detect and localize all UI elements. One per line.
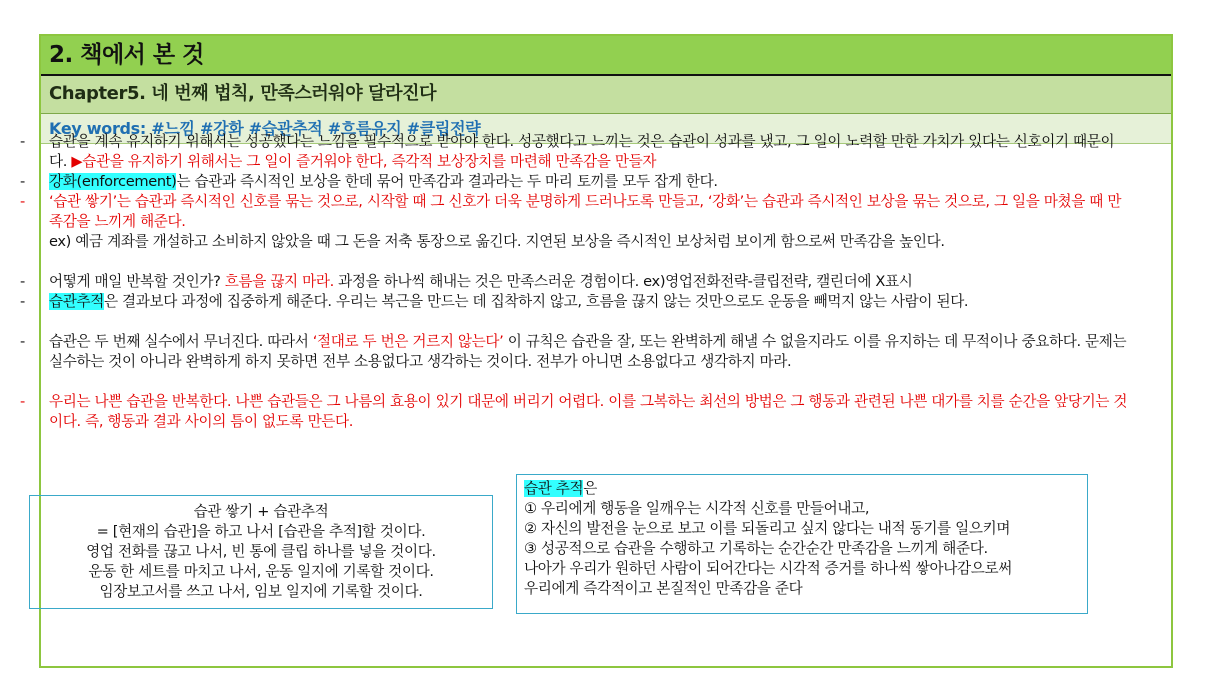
box-title-rest: 은 [583,480,598,497]
bullet-dash: - [20,173,25,190]
note-example [20,232,1130,252]
keywords: Key words: #느낌 #강화 #습관추적 #흐름유지 #클립전략 [41,114,1171,144]
habit-tracking-box [516,474,1088,614]
note-text: 습관을 계속 유지하기 위해서는 성공했다는 느낌을 필수적으로 받아야 한다. 성공했다고 느끼는 것은 습관이 성과를 냈고, 그 일이 노력할 만한 가치가 있다는 신호이기 때문이다. [49,133,1115,170]
note-item [20,272,1130,292]
note-item [20,172,1130,192]
note-item [20,292,1130,312]
bullet-dash: - [20,293,25,310]
highlight-term: 습관 추적 [524,480,584,497]
box-line: ② 자신의 발전을 눈으로 보고 이를 되돌리고 싶지 않다는 내적 동기를 일으키며 [524,520,1011,537]
box-line: 습관 쌓기 + 습관추적 [193,503,329,520]
note-text: 는 습관과 즉시적인 보상을 한데 묶어 만족감과 결과라는 두 마리 토끼를 모두 잡게 한다. [176,173,718,190]
note-emphasis: 흐름을 끊지 마라. [224,273,334,290]
example-text: ex) 예금 계좌를 개설하고 소비하지 않았을 때 그 돈을 저축 통장으로 옮긴다. 지연된 보상을 즉시적인 보상처럼 보이게 함으로써 만족감을 높인다. [49,233,945,250]
note-item [20,192,1130,232]
note-text: 습관은 두 번째 실수에서 무너진다. 따라서 [49,333,313,350]
highlight-term: 습관추적 [49,293,104,310]
chapter-title: Chapter5. 네 번째 법칙, 만족스러워야 달라진다 [41,76,1171,114]
box-line: ① 우리에게 행동을 일깨우는 시각적 신호를 만들어내고, [524,500,870,517]
note-text: 은 결과보다 과정에 집중하게 해준다. 우리는 복근을 만드는 데 집착하지 않고, 흐름을 끊지 않는 것만으로도 운동을 빼먹지 않는 사람이 된다. [104,293,969,310]
box-line: = [현재의 습관]을 하고 나서 [습관을 추적]할 것이다. [96,523,426,540]
bullet-dash: - [20,273,25,290]
highlight-term: 강화(enforcement) [49,173,177,190]
box-line: 영업 전화를 끊고 나서, 빈 통에 클립 하나를 넣을 것이다. [86,543,436,560]
box-line: 임장보고서를 쓰고 나서, 임보 일지에 기록할 것이다. [99,583,423,600]
note-item [20,332,1130,372]
note-item [20,392,1130,432]
box-title [524,479,1087,499]
box-line: 운동 한 세트를 마치고 나서, 운동 일지에 기록할 것이다. [88,563,434,580]
bullet-dash: - [20,333,25,350]
note-item [20,132,1130,172]
note-emphasis: ‘절대로 두 번은 거르지 않는다’ [312,333,504,350]
bullet-dash: - [20,393,25,410]
note-text: 이 규칙은 습관을 잘, 또는 완벽하게 해낼 수 없을지라도 이를 유지하는 데 무적이나 중요하다. 문제는 실수하는 것이 아니라 완벽하게 하지 못하면 전부 소용없다고 생각하는 것이다. 전부가 아니면 소용없다고 생각하지 마라. [49,333,1127,370]
note-emphasis: ‘습관 쌓기’는 습관과 즉시적인 신호를 묶는 것으로, 시작할 때 그 신호가 더욱 분명하게 드러나도록 만들고, ‘강화’는 습관과 즉시적인 보상을 묶는 것으로, 그 일을 마쳤을 때 만족감을 느끼게 해준다. [49,193,1122,230]
box-line: 우리에게 즉각적이고 본질적인 만족감을 준다 [524,580,803,597]
bullet-dash: - [20,193,25,210]
section-title: 2. 책에서 본 것 [41,36,1171,76]
box-line: ③ 성공적으로 습관을 수행하고 기록하는 순간순간 만족감을 느끼게 해준다. [524,540,988,557]
note-emphasis: 우리는 나쁜 습관을 반복한다. 나쁜 습관들은 그 나름의 효용이 있기 대문에 버리기 어렵다. 이를 그복하는 최선의 방법은 그 행동과 관련된 나쁜 대가를 치를 순간을 앞당기는 것이다. 즉, 행동과 결과 사이의 틈이 없도록 만든다. [49,393,1128,430]
bullet-dash: - [20,133,25,150]
note-emphasis: ▶습관을 유지하기 위해서는 그 일이 즐거워야 한다, 즉각적 보상장치를 마련해 만족감을 만들자 [71,153,657,170]
note-text: 어떻게 매일 반복할 것인가? [49,273,225,290]
note-text: 과정을 하나씩 해내는 것은 만족스러운 경험이다. ex)영업전화전략-클립전략, 캘린더에 X표시 [333,273,913,290]
box-line: 나아가 우리가 원하던 사람이 되어간다는 시각적 증거를 하나씩 쌓아나감으로써 [524,560,1012,577]
habit-stacking-box [29,495,493,609]
notes-body [20,132,1130,432]
